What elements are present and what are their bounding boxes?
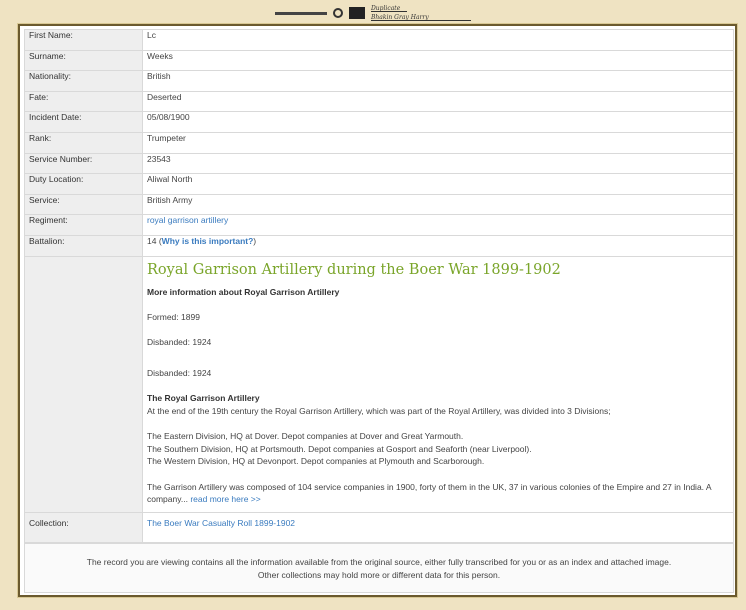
record-row xyxy=(25,132,734,153)
record-row xyxy=(25,194,734,215)
record-row xyxy=(25,91,734,112)
field-label: Service: xyxy=(25,194,143,215)
record-footer-note xyxy=(24,543,734,593)
regiment-info-panel xyxy=(143,256,734,512)
closing-text xyxy=(147,481,733,506)
header-rule xyxy=(275,12,327,15)
info-title: Royal Garrison Artillery during the Boer War 1899-1902 xyxy=(147,261,561,278)
battalion-value: 14 xyxy=(147,235,157,246)
intro-text: At the end of the 19th century the Royal Garrison Artillery, which was part of the Royal Artillery, was divided into 3 Divisions; xyxy=(147,405,611,416)
division-line: The Southern Division, HQ at Portsmouth. Depot companies at Gosport and Seaforth (near Liverpool). xyxy=(147,443,532,454)
division-line: The Eastern Division, HQ at Dover. Depot companies at Dover and Great Yarmouth. xyxy=(147,431,464,442)
record-row xyxy=(25,112,734,133)
field-value: 05/08/1900 xyxy=(143,112,734,133)
regiment-link[interactable]: royal garrison artillery xyxy=(147,215,229,226)
disbanded-text-1: Disbanded: 1924 xyxy=(147,337,212,348)
field-value: 23543 xyxy=(143,153,734,174)
collection-link[interactable]: The Boer War Casualty Roll 1899-1902 xyxy=(147,517,296,528)
record-row xyxy=(25,71,734,92)
disbanded-text-2: Disbanded: 1924 xyxy=(147,367,212,378)
record-row-battalion xyxy=(25,235,734,256)
handwriting-block xyxy=(371,6,471,21)
field-label: Fate: xyxy=(25,91,143,112)
document-header-strip xyxy=(0,0,746,26)
footer-line-2: Other collections may hold more or different data for this person. xyxy=(257,569,501,580)
division-line: The Western Division, HQ at Devonport. Depot companies at Plymouth and Scarborough. xyxy=(147,456,485,467)
record-row xyxy=(25,174,734,195)
handwriting-line-1: Duplicate xyxy=(371,6,407,12)
field-label: Rank: xyxy=(25,132,143,153)
record-row xyxy=(25,30,734,51)
formed-text: Formed: 1899 xyxy=(147,311,200,322)
closing-body: The Garrison Artillery was composed of 104 service companies in 1900, forty of them in the UK, 37 in various colonies of the Empire and 27 in India. A company... xyxy=(147,481,712,505)
field-label: Collection: xyxy=(25,512,143,542)
field-value: Lc xyxy=(143,30,734,51)
read-more-link[interactable]: read more here >> xyxy=(190,494,261,505)
field-label: Incident Date: xyxy=(25,112,143,133)
record-row-info xyxy=(25,256,734,512)
footer-line-1: The record you are viewing contains all the information available from the original source, either fully transcribed for you or as an index and attached image. xyxy=(86,557,672,567)
record-card xyxy=(18,24,737,597)
record-row-regiment xyxy=(25,215,734,236)
field-value: British xyxy=(143,71,734,92)
info-subtitle: More information about Royal Garrison Artillery xyxy=(147,286,340,297)
field-label: Regiment: xyxy=(25,215,143,236)
handwriting-line-2: Bhakin Gray Harry xyxy=(371,14,471,21)
crest-icon xyxy=(333,8,343,18)
field-value: British Army xyxy=(143,194,734,215)
field-label: Nationality: xyxy=(25,71,143,92)
field-value: Weeks xyxy=(143,50,734,71)
field-label: Service Number: xyxy=(25,153,143,174)
field-value: Trumpeter xyxy=(143,132,734,153)
info-label-cell xyxy=(25,256,143,512)
record-row xyxy=(25,50,734,71)
stamp-icon xyxy=(349,7,365,19)
field-value: Aliwal North xyxy=(143,174,734,195)
record-row xyxy=(25,153,734,174)
record-table xyxy=(24,29,734,543)
field-value xyxy=(143,512,734,542)
field-label: Battalion: xyxy=(25,235,143,256)
section-title: The Royal Garrison Artillery xyxy=(147,393,260,404)
field-value: 14 (Why is this important?) xyxy=(143,235,734,256)
field-label: Surname: xyxy=(25,50,143,71)
record-row-collection xyxy=(25,512,734,542)
document-image-strip xyxy=(275,3,471,23)
field-label: First Name: xyxy=(25,30,143,51)
field-label: Duty Location: xyxy=(25,174,143,195)
field-value: Deserted xyxy=(143,91,734,112)
why-important-link[interactable]: Why is this important? xyxy=(161,235,254,246)
field-value xyxy=(143,215,734,236)
